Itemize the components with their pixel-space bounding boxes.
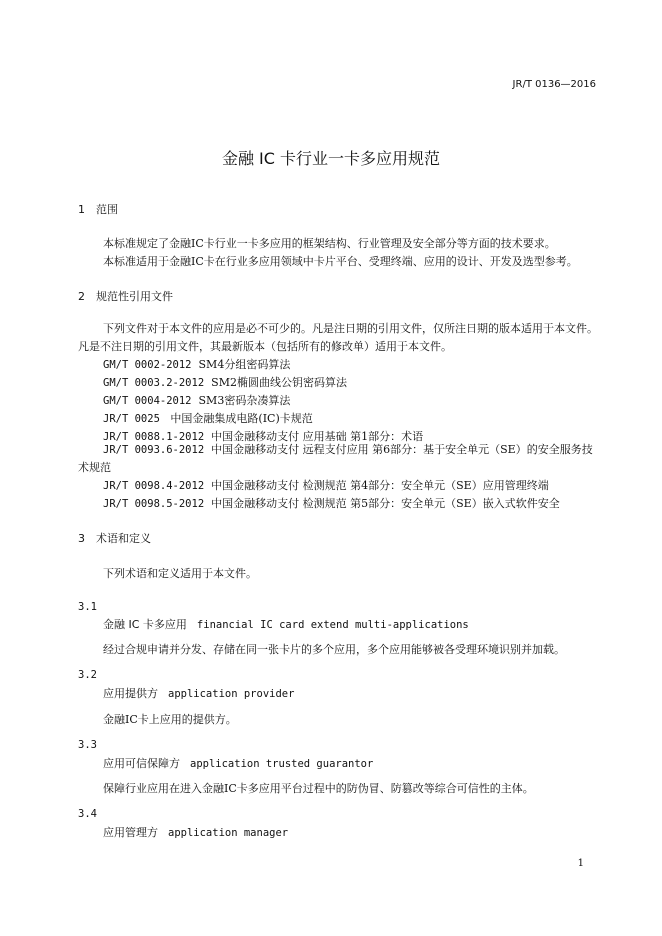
references-intro: 下列文件对于本文件的应用是必不可少的。凡是注日期的引用文件，仅所注日期的版本适用于本文件。凡是不注日期的引用文件，其最新版本（包括所有的修改单）适用于本文件。 bbox=[78, 322, 598, 353]
term-definition: 保障行业应用在进入金融IC卡多应用平台过程中的防伪冒、防篡改等综合可信性的主体。 bbox=[103, 782, 534, 795]
reference-item bbox=[103, 495, 560, 511]
reference-item bbox=[78, 441, 602, 477]
term-name bbox=[103, 685, 294, 701]
reference-title: 中国金融移动支付 应用基础 第1部分：术语 bbox=[211, 430, 424, 443]
page-title: 金融 IC 卡行业一卡多应用规范 bbox=[221, 149, 441, 168]
reference-title: 中国金融移动支付 远程支付应用 第6部分：基于安全单元（SE）的安全服务技术规范 bbox=[78, 443, 593, 474]
reference-title: SM4分组密码算法 bbox=[198, 358, 291, 371]
reference-item bbox=[103, 392, 290, 408]
term-english: application provider bbox=[168, 688, 295, 700]
scope-paragraph: 本标准适用于金融IC卡在行业多应用领域中卡片平台、受理终端、应用的设计、开发及选型参考。 bbox=[103, 255, 578, 268]
reference-title: 中国金融集成电路(IC)卡规范 bbox=[170, 412, 313, 425]
reference-code: JR/T 0098.4-2012 bbox=[103, 480, 205, 492]
term-name bbox=[103, 824, 288, 840]
reference-item bbox=[103, 356, 290, 372]
term-name bbox=[103, 616, 469, 632]
terms-intro: 下列术语和定义适用于本文件。 bbox=[103, 567, 257, 580]
reference-code: JR/T 0025 bbox=[103, 413, 160, 425]
section-3-heading bbox=[78, 530, 151, 546]
reference-title: SM3密码杂凑算法 bbox=[198, 394, 291, 407]
term-number: 3.3 bbox=[78, 739, 97, 751]
term-number: 3.1 bbox=[78, 601, 97, 613]
reference-item bbox=[103, 410, 313, 426]
term-english: financial IC card extend multi-applications bbox=[196, 619, 469, 631]
reference-title: 中国金融移动支付 检测规范 第4部分：安全单元（SE）应用管理终端 bbox=[211, 479, 549, 492]
reference-title: SM2椭圆曲线公钥密码算法 bbox=[211, 376, 347, 389]
section-2-heading bbox=[78, 288, 173, 304]
term-number: 3.2 bbox=[78, 669, 97, 681]
section-1-heading bbox=[78, 201, 118, 217]
reference-code: GM/T 0004-2012 bbox=[103, 395, 192, 407]
reference-code: JR/T 0088.1-2012 bbox=[103, 431, 205, 443]
reference-item bbox=[103, 477, 549, 493]
term-chinese: 金融 IC 卡多应用 bbox=[103, 618, 187, 631]
section-title: 范围 bbox=[96, 203, 118, 216]
term-english: application trusted guarantor bbox=[190, 758, 374, 770]
section-number: 1 bbox=[78, 203, 85, 216]
reference-title: 中国金融移动支付 检测规范 第5部分：安全单元（SE）嵌入式软件安全 bbox=[211, 497, 560, 510]
term-chinese: 应用提供方 bbox=[103, 687, 158, 700]
reference-code: JR/T 0098.5-2012 bbox=[103, 498, 205, 510]
term-chinese: 应用管理方 bbox=[103, 826, 158, 839]
reference-code: JR/T 0093.6-2012 bbox=[103, 444, 205, 456]
page-number: 1 bbox=[577, 858, 584, 869]
reference-code: GM/T 0002-2012 bbox=[103, 359, 192, 371]
section-number: 2 bbox=[78, 290, 85, 303]
term-english: application manager bbox=[168, 827, 289, 839]
section-title: 术语和定义 bbox=[96, 532, 151, 545]
section-title: 规范性引用文件 bbox=[96, 290, 173, 303]
section-number: 3 bbox=[78, 532, 85, 545]
term-definition: 经过合规申请并分发、存储在同一张卡片的多个应用，多个应用能够被各受理环境识别并加载。 bbox=[103, 643, 565, 656]
doc-code-header: JR/T 0136—2016 bbox=[512, 79, 596, 90]
term-chinese: 应用可信保障方 bbox=[103, 757, 180, 770]
reference-item bbox=[103, 374, 347, 390]
term-definition: 金融IC卡上应用的提供方。 bbox=[103, 713, 237, 726]
scope-paragraph: 本标准规定了金融IC卡行业一卡多应用的框架结构、行业管理及安全部分等方面的技术要求。 bbox=[103, 237, 556, 250]
term-name bbox=[103, 755, 373, 771]
term-number: 3.4 bbox=[78, 808, 97, 820]
reference-code: GM/T 0003.2-2012 bbox=[103, 377, 205, 389]
